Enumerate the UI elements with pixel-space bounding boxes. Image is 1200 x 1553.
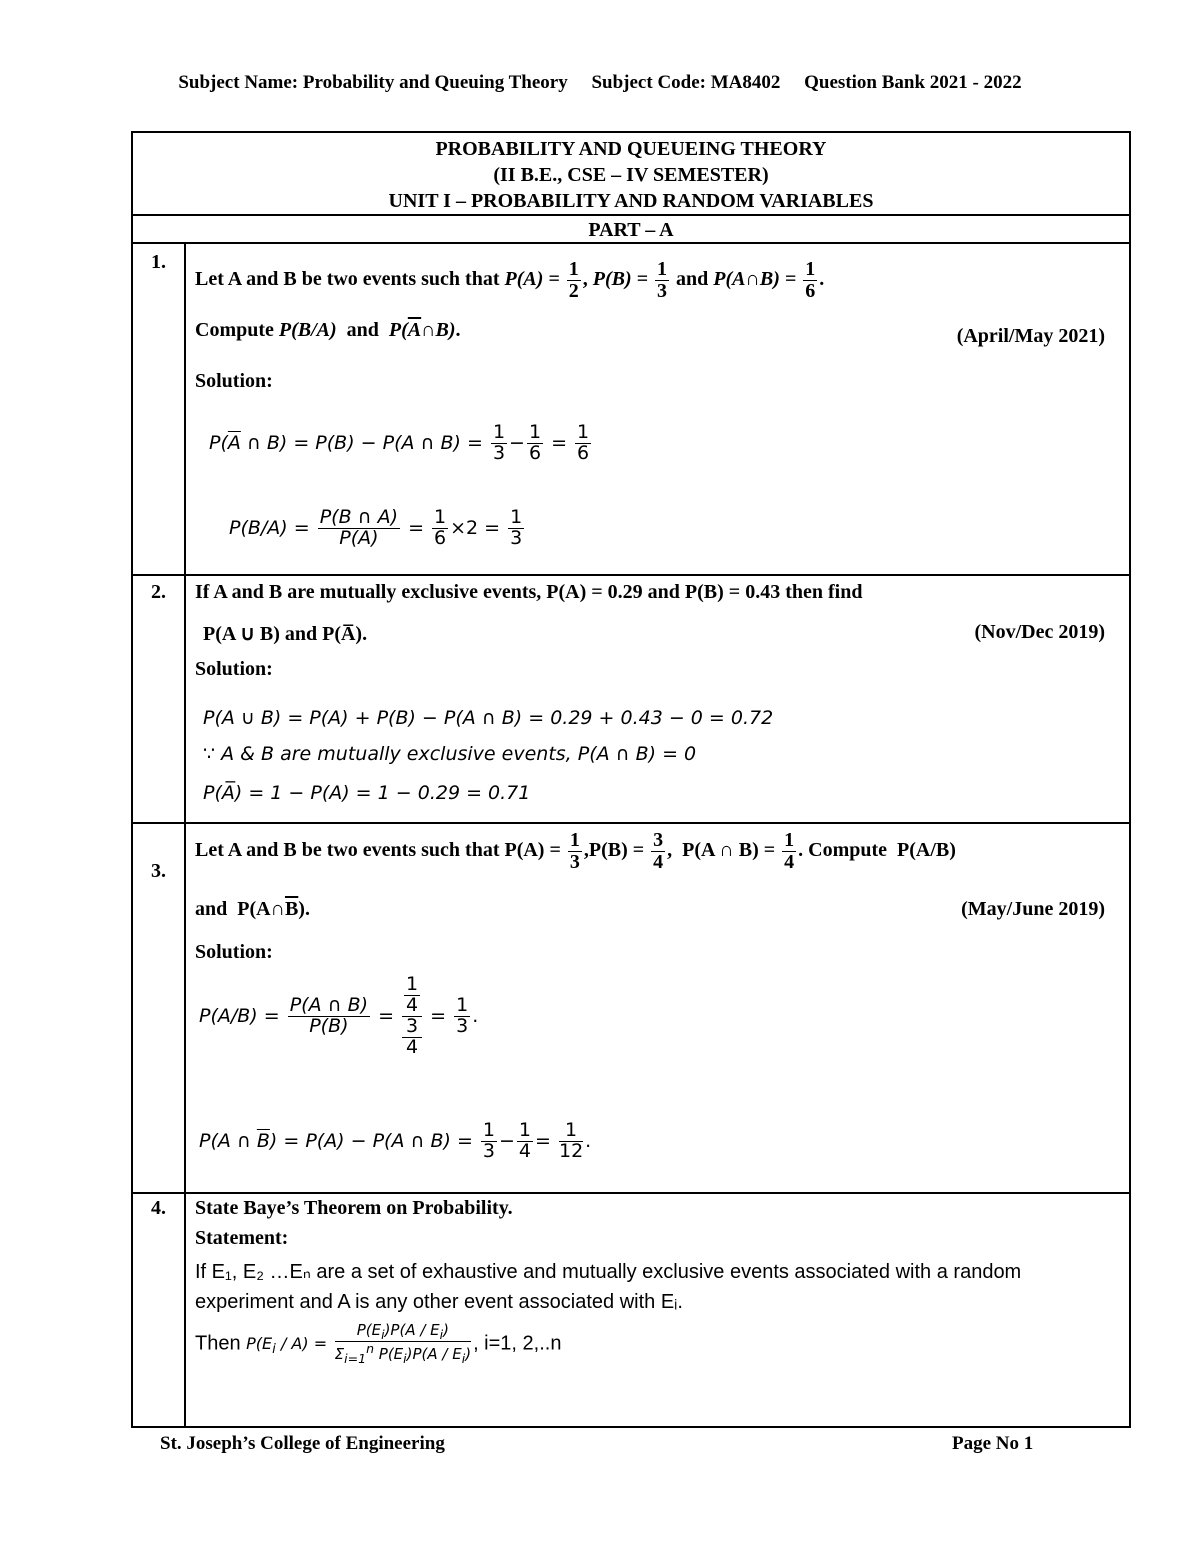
q3-and: and	[195, 898, 228, 920]
divider	[133, 574, 1129, 576]
question-1-text: Let A and B be two events such that P(A) = $\frac{1}{2}$ , P(B) = $\frac{1}{3}$ and P(A∩B) = $\frac{1}{6}$ .	[195, 258, 825, 302]
q2-equation-1: P(A ∪ B) = P(A) + P(B) − P(A ∩ B) = 0.29 + 0.43 − 0 = 0.72	[203, 707, 774, 729]
question-2-text: If A and B are mutually exclusive events, P(A) = 0.29 and P(B) = 0.43 then find	[195, 581, 863, 603]
divider	[133, 214, 1129, 216]
title-line-1: PROBABILITY AND QUEUEING THEORY	[435, 138, 827, 160]
q1-solution-label: Solution:	[195, 370, 273, 392]
q1-lead: Let A and B be two events such that	[195, 268, 500, 291]
title-line-3: UNIT I – PROBABILITY AND RANDOM VARIABLES	[388, 190, 874, 212]
q4-statement-label: Statement:	[195, 1227, 289, 1249]
question-4-title: State Baye’s Theorem on Probability.	[195, 1197, 513, 1219]
q3-compute: Compute	[808, 839, 888, 862]
question-number: 2.	[151, 581, 166, 603]
q4-then: Then	[195, 1332, 241, 1355]
q4-text-2: experiment and A is any other event associated with Eᵢ.	[195, 1291, 683, 1313]
q1-compute: Compute	[195, 319, 274, 341]
q2-solution-label: Solution:	[195, 658, 273, 680]
q3-equation-1: P(A/B) = $\frac{P(A \cap B)}{P(B)}$ = 1 4 3 4 = $\frac{1}{3}$ .	[199, 973, 479, 1058]
q3-solution-label: Solution:	[195, 941, 273, 963]
q3-equation-2: P(A ∩ $\overline{B}) = P(A) - P(A$ ∩ B) = $\frac{1}{3}$ − $\frac{1}{4}$ = $\frac{1}{12}$ .	[199, 1119, 592, 1162]
subject-name: Subject Name: Probability and Queuing Theory	[178, 72, 568, 93]
q4-formula: Then $P(E_i / A)$ = $\frac{P(E_i)P(A / E_i)}{\Sigma_{i=1}^n P(E_i)P(A / E_i)}$ , i=1, 2,..n	[195, 1321, 562, 1367]
question-3-line-2: and $P(A\cap\overline{B})$.	[195, 898, 310, 920]
question-1-line-2: Compute P(B/A) and $P(\overline{A}\cap B)$.	[195, 319, 461, 341]
q4-text-1: If E₁, E₂ …Eₙ are a set of exhaustive and mutually exclusive events associated with a random	[195, 1261, 1022, 1283]
q4-range: , i=1, 2,..n	[473, 1332, 562, 1355]
divider	[133, 242, 1129, 244]
question-number: 3.	[151, 860, 166, 882]
q1-and: and	[346, 319, 379, 341]
q1-equation-2: P(B/A) = $\frac{P(B \cap A)}{P(A)}$ = $\frac{1}{6}$ ×2 = $\frac{1}{3}$	[229, 506, 523, 549]
q2-equation-2: ∵ A & B are mutually exclusive events, P(A ∩ B) = 0	[203, 743, 697, 765]
question-number: 4.	[151, 1197, 166, 1219]
question-table	[131, 131, 1131, 1428]
q3-exam: (May/June 2019)	[961, 898, 1105, 920]
question-bank: Question Bank 2021 - 2022	[804, 72, 1022, 93]
question-3-text: Let A and B be two events such that P(A) = $\frac{1}{3}$ ,P(B) = $\frac{3}{4}$ , P(A ∩ B) = $\frac{1}{4}$ . Compute P(A/B)	[195, 829, 956, 873]
question-number: 1.	[151, 251, 166, 273]
question-2-line-2: P(A ∪ B) and P(A̅).	[203, 623, 368, 645]
title-line-2: (II B.E., CSE – IV SEMESTER)	[493, 164, 769, 186]
part-title: PART – A	[588, 219, 674, 241]
column-divider	[184, 243, 186, 1426]
q1-exam: (April/May 2021)	[956, 325, 1105, 347]
q1-equation-1: $P(\overline{A}$ ∩ B) = P(B) − P(A ∩ B) = $\frac{1}{3}$ − $\frac{1}{6}$ = $\frac{1}{6}$	[209, 421, 590, 464]
q2-exam: (Nov/Dec 2019)	[974, 621, 1105, 643]
q2-equation-3: P(A̅) = 1 − P(A) = 1 − 0.29 = 0.71	[203, 782, 531, 804]
divider	[133, 822, 1129, 824]
page-header	[0, 72, 1200, 94]
q3-lead: Let A and B be two events such that	[195, 839, 500, 862]
divider	[133, 1192, 1129, 1194]
subject-code: Subject Code: MA8402	[591, 72, 781, 93]
footer-college: St. Joseph’s College of Engineering	[160, 1433, 445, 1454]
footer-page-number: Page No 1	[952, 1433, 1034, 1454]
